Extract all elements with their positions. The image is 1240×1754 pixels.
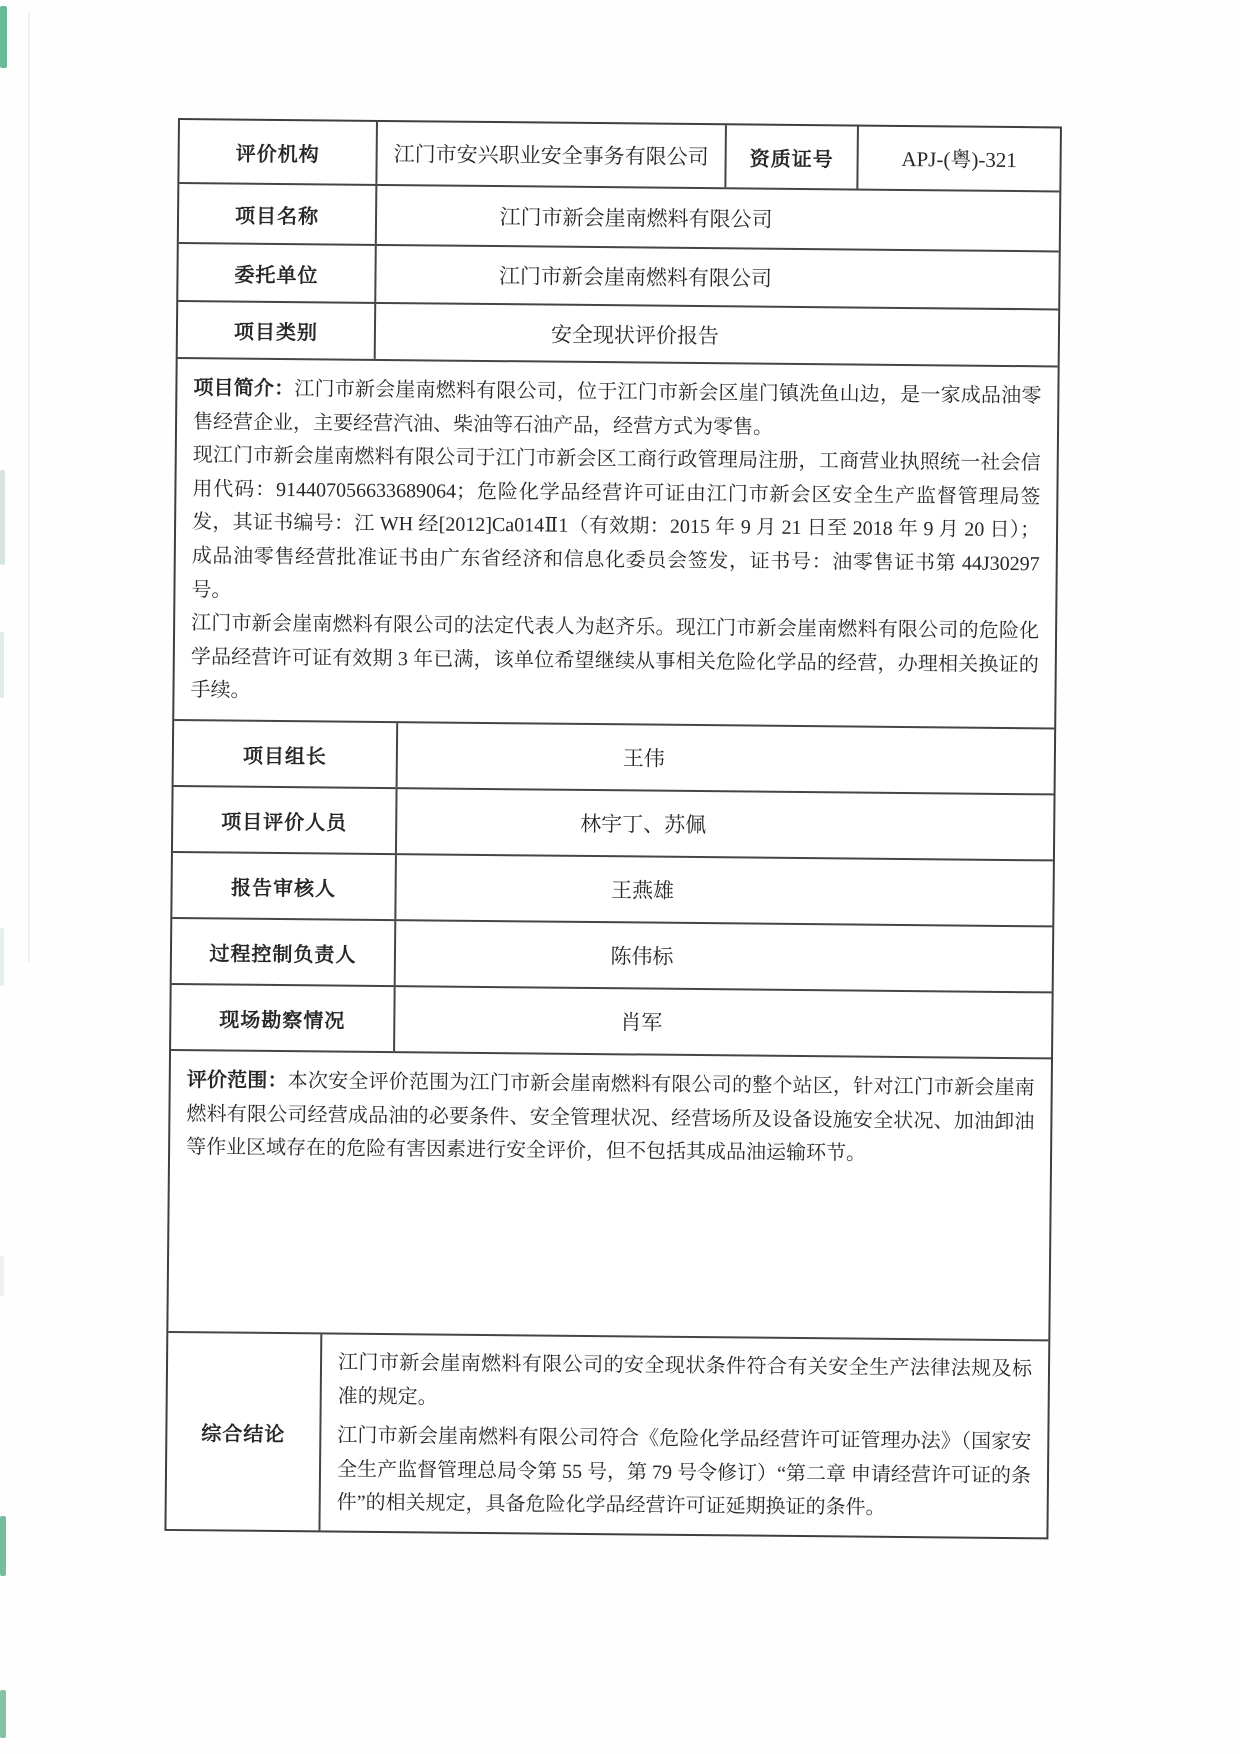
qualification-cert-label-text: 资质证号: [749, 145, 834, 171]
row-evaluation-scope: [168, 1049, 1051, 1339]
scan-artifact: [0, 1516, 6, 1576]
project-intro-paragraph-2: [191, 439, 1041, 615]
project-intro-text-2: 现江门市新会崖南燃料有限公司于江门市新会区工商行政管理局注册，工商营业执照统一社会信用代码：914407056633689064；危险化学品经营许可证由江门市新会区安全生产监督管理局签发，其证书编号：江 WH 经[2012]Ca014Ⅱ1（有效期：2015 年 9 月 21 日至 2018 年 9 月 20 日）；成品油零售经营批准证书由广东省经济和信息化委员会签发，证书号：油零售证书第 44J30297 号。: [191, 444, 1041, 602]
project-intro-cell: [174, 359, 1057, 727]
project-category-label-text: 项目类别: [233, 319, 319, 345]
row-site-survey: [171, 983, 1052, 1057]
row-evaluation-staff: [173, 785, 1054, 859]
qualification-cert-value: [856, 127, 1060, 191]
project-leader-value: [396, 723, 1055, 793]
site-survey-value: [393, 987, 1052, 1057]
project-name-label: [179, 184, 376, 244]
evaluation-summary-table: [164, 118, 1062, 1539]
row-evaluation-agency: [179, 120, 1060, 190]
row-project-category: [178, 300, 1059, 365]
overall-conclusion-paragraph-2: [337, 1420, 1032, 1527]
project-name-label-text: 项目名称: [234, 203, 320, 228]
scan-artifact: [0, 632, 4, 698]
row-report-reviewer: [172, 851, 1053, 925]
scan-artifact: [0, 1256, 4, 1296]
overall-conclusion-label-text: 综合结论: [201, 1420, 286, 1446]
project-leader-label-text: 项目组长: [242, 743, 327, 768]
process-control-manager-label-text: 过程控制负责人: [209, 940, 357, 967]
project-leader-label: [174, 721, 397, 787]
report-reviewer-label: [172, 853, 395, 919]
evaluation-agency-value: [375, 122, 725, 187]
project-name-value: [375, 186, 1060, 251]
site-survey-label-text: 现场勘察情况: [219, 1006, 346, 1033]
project-intro-text-1: 江门市新会崖南燃料有限公司，位于江门市新会区崖门镇洗鱼山边，是一家成品油零售经营企业，主要经营汽油、柴油等石油产品，经营方式为零售。: [192, 378, 1042, 439]
row-project-intro: [174, 357, 1057, 727]
evaluation-agency-label-text: 评价机构: [235, 141, 320, 166]
overall-conclusion-cell: [318, 1334, 1048, 1537]
scan-artifact: [0, 470, 5, 565]
client-unit-value: [374, 246, 1059, 309]
overall-conclusion-label: [166, 1333, 320, 1530]
client-unit-label: [178, 244, 375, 302]
project-intro-label: 项目简介：: [193, 375, 295, 401]
project-category-value: [374, 304, 1058, 366]
project-intro-paragraph-1: [193, 371, 1042, 447]
evaluation-staff-value-text: 林宇丁、苏佩: [580, 811, 707, 838]
evaluation-scope-paragraph: [186, 1063, 1035, 1173]
report-reviewer-label-text: 报告审核人: [231, 875, 337, 901]
project-leader-value-text: 王伟: [622, 746, 665, 771]
evaluation-agency-value-text: 江门市安兴职业安全事务有限公司: [393, 142, 709, 170]
report-reviewer-value-text: 王燕雄: [610, 878, 675, 903]
row-project-name: [179, 182, 1060, 250]
site-survey-label: [171, 985, 394, 1051]
project-category-value-text: 安全现状评价报告: [550, 322, 720, 348]
client-unit-label-text: 委托单位: [234, 262, 319, 287]
report-reviewer-value: [394, 855, 1053, 925]
evaluation-scope-label: 评价范围：: [186, 1067, 288, 1093]
overall-conclusion-text-1: 江门市新会崖南燃料有限公司的安全现状条件符合有关安全生产法律法规及标准的规定。: [337, 1351, 1033, 1409]
overall-conclusion-text-2: 江门市新会崖南燃料有限公司符合《危险化学品经营许可证管理办法》（国家安全生产监督管理总局令第 55 号，第 79 号令修订）“第二章 申请经营许可证的条件”的相关规定，具备危险化学品经营许可证延期换证的条件。: [336, 1424, 1032, 1520]
project-category-label: [178, 302, 375, 359]
client-unit-value-text: 江门市新会崖南燃料有限公司: [498, 264, 773, 291]
scan-artifact: [0, 6, 7, 68]
site-survey-value-text: 肖军: [620, 1010, 663, 1035]
row-project-leader: [174, 719, 1055, 793]
evaluation-staff-label-text: 项目评价人员: [221, 808, 348, 835]
evaluation-scope-cell: [168, 1051, 1051, 1339]
row-overall-conclusion: [166, 1331, 1048, 1537]
scan-artifact: [0, 928, 4, 986]
evaluation-scope-text: 本次安全评价范围为江门市新会崖南燃料有限公司的整个站区，针对江门市新会崖南燃料有限公司经营成品油的必要条件、安全管理状况、经营场所及设备设施安全状况、加油卸油等作业区域存在的危险有害因素进行安全评价，但不包括其成品油运输环节。: [186, 1070, 1035, 1165]
project-intro-paragraph-3: [190, 607, 1039, 716]
overall-conclusion-paragraph-1: [338, 1347, 1033, 1421]
evaluation-staff-label: [173, 787, 396, 853]
scan-artifact: [28, 12, 30, 962]
project-intro-text-3: 江门市新会崖南燃料有限公司的法定代表人为赵齐乐。现江门市新会崖南燃料有限公司的危险化学品经营许可证有效期 3 年已满，该单位希望继续从事相关危险化学品的经营，办理相关换证的手续。: [190, 612, 1040, 703]
process-control-manager-value: [394, 921, 1053, 991]
row-process-control-manager: [172, 917, 1053, 991]
evaluation-staff-value: [395, 789, 1054, 859]
qualification-cert-label: [724, 125, 857, 188]
qualification-cert-value-text: APJ-(粤)-321: [901, 146, 1018, 173]
row-client-unit: [178, 242, 1059, 308]
process-control-manager-value-text: 陈伟标: [610, 944, 674, 969]
process-control-manager-label: [172, 919, 395, 985]
project-name-value-text: 江门市新会崖南燃料有限公司: [499, 205, 773, 232]
evaluation-agency-label: [179, 120, 376, 184]
scan-artifact: [0, 1690, 6, 1738]
